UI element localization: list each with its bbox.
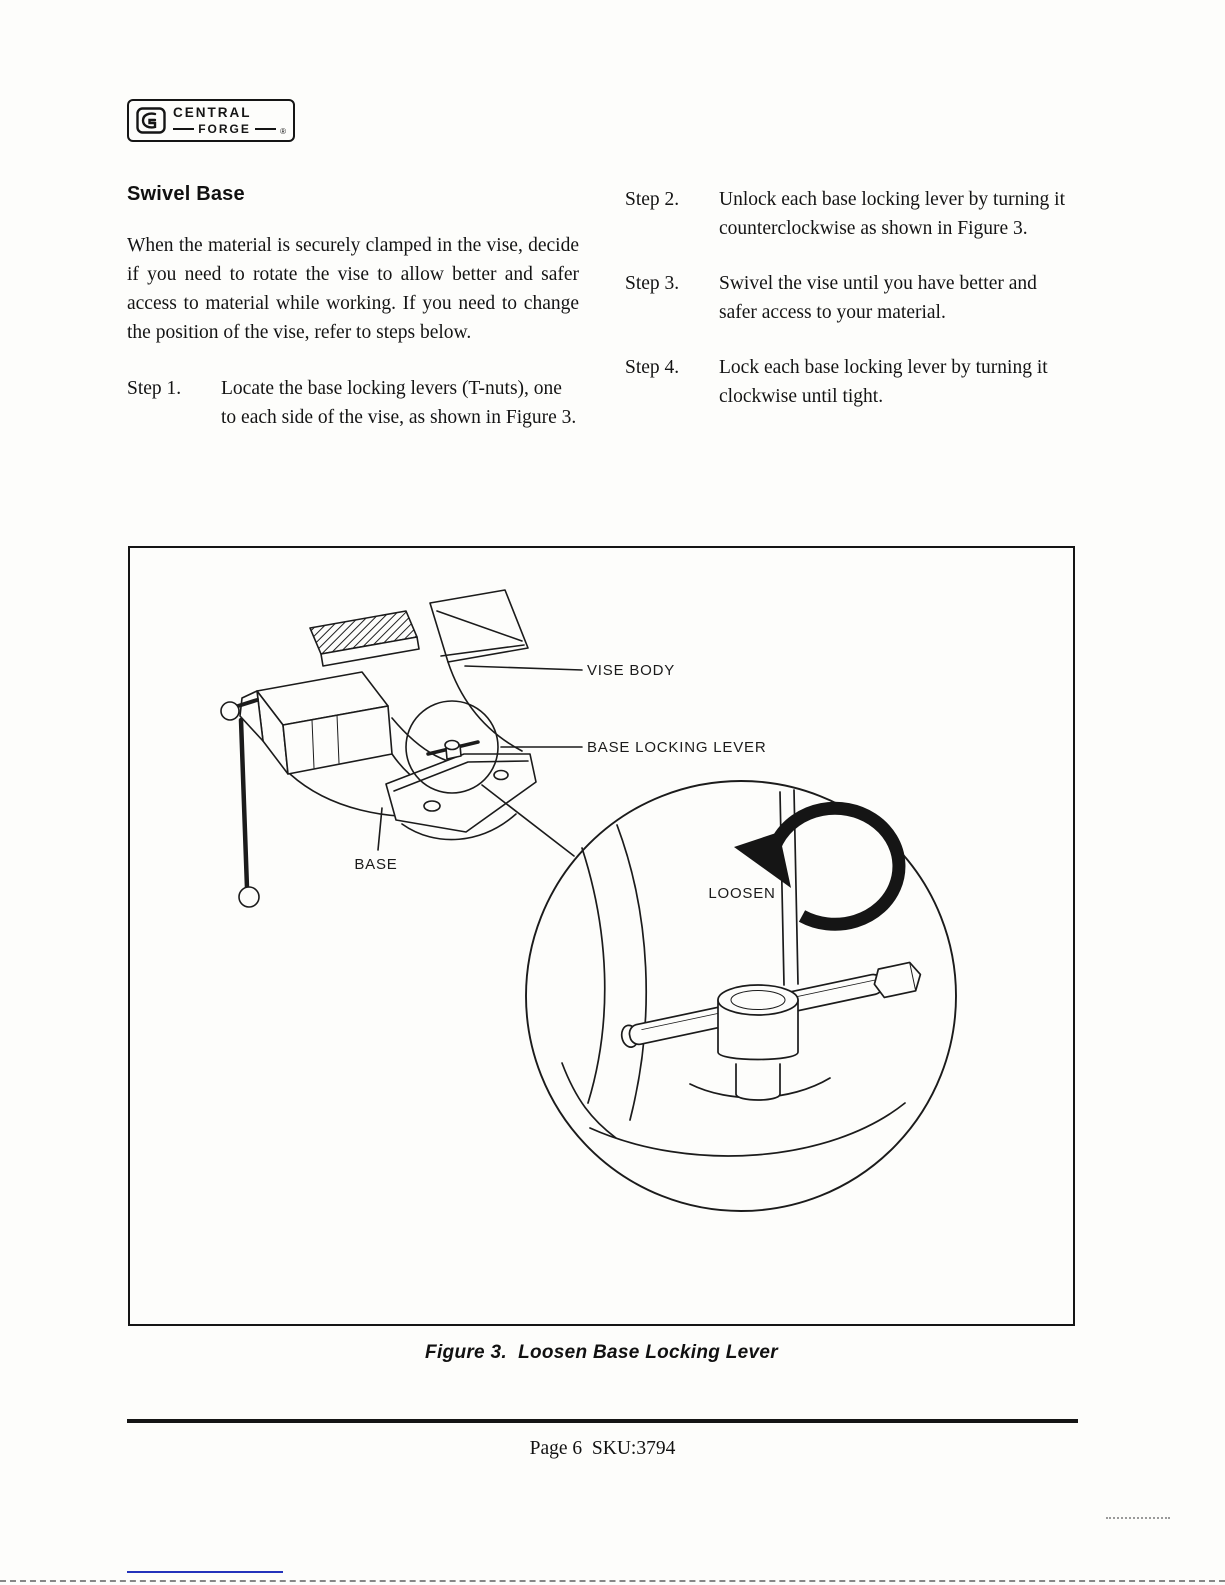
step-text: Locate the base locking levers (T-nuts), one to each side of the vise, as shown in Figure 3. (221, 378, 577, 428)
vise-illustration (221, 590, 582, 907)
step-label: Step 2. (625, 189, 680, 210)
section-heading: Swivel Base (127, 183, 245, 205)
step-row (625, 185, 1077, 243)
label-loosen: LOOSEN (708, 885, 776, 902)
vise-body-leader (465, 666, 582, 670)
logo-text-forge: FORGE (198, 122, 251, 136)
step-text: Unlock each base locking lever by turning it counterclockwise as shown in Figure 3. (719, 189, 1066, 239)
cf-monogram-icon (136, 107, 166, 134)
page-footer: Page 6 SKU:3794 (529, 1438, 676, 1459)
left-column (127, 183, 579, 458)
step-label: Step 1. (127, 378, 182, 399)
central-forge-logo (127, 99, 295, 142)
footer-rule (127, 1419, 1078, 1423)
blue-underline (127, 1571, 283, 1573)
registered-mark: ® (280, 127, 287, 136)
step-text: Swivel the vise until you have better and safer access to your material. (719, 273, 1037, 323)
step-label: Step 4. (625, 357, 680, 378)
logo-rule (255, 128, 276, 130)
intro-paragraph: When the material is securely clamped in the vise, decide if you need to rotate the vise to allow better and safer access to material while working. If you need to change the position of the vise, refer to steps below. (127, 235, 579, 343)
step-row (127, 374, 579, 432)
right-column (625, 185, 1077, 437)
detail-leader-line (482, 785, 574, 856)
figure-box (128, 546, 1075, 1326)
vise-figure-svg (130, 548, 1073, 1324)
step-label: Step 3. (625, 273, 680, 294)
step-row (625, 269, 1077, 327)
step-text: Lock each base locking lever by turning it clockwise until tight. (719, 357, 1048, 407)
logo-rule (173, 128, 194, 130)
label-base-locking-lever: BASE LOCKING LEVER (587, 739, 767, 756)
label-vise-body: VISE BODY (587, 662, 676, 679)
bottom-dashed-line (0, 1580, 1225, 1582)
label-base: BASE (354, 856, 398, 873)
logo-text-central: CENTRAL (173, 105, 252, 120)
step-row (625, 353, 1077, 411)
logo-text (173, 105, 286, 136)
scan-dots (1106, 1517, 1170, 1519)
figure-caption: Figure 3. Loosen Base Locking Lever (425, 1342, 778, 1363)
